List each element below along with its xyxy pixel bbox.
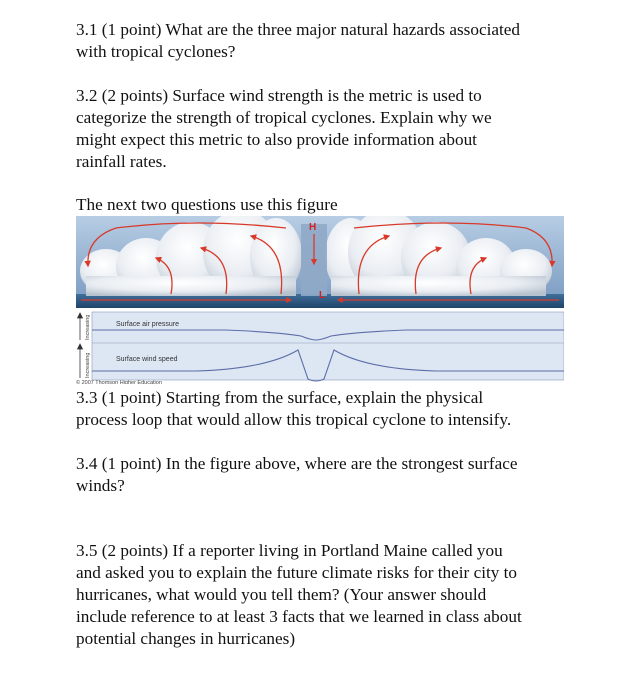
question-line: and asked you to explain the future climate risks for their city to [76,563,518,582]
high-pressure-marker: H [309,222,317,233]
question-3-1 [76,19,576,63]
axis-increasing-pressure: Increasing [85,314,91,340]
question-line: might expect this metric to also provide information about [76,130,477,149]
question-line: 3.5 (2 points) If a reporter living in Portland Maine called you [76,541,503,560]
wind-label: Surface wind speed [116,356,178,363]
question-line: hurricanes, what would you tell them? (Your answer should [76,585,487,604]
low-pressure-marker: L [319,290,326,301]
question-line: winds? [76,476,125,495]
question-line: 3.1 (1 point) What are the three major natural hazards associated [76,20,520,39]
question-line: categorize the strength of tropical cyclones. Explain why we [76,108,492,127]
question-line: rainfall rates. [76,152,167,171]
figure-caption [76,194,576,216]
question-3-5 [76,540,576,650]
question-line: 3.2 (2 points) Surface wind strength is the metric is used to [76,86,482,105]
question-line: include reference to at least 3 facts that we learned in class about [76,607,522,626]
pressure-label: Surface air pressure [116,321,180,328]
figure-copyright: © 2007 Thomson Higher Education [76,380,162,384]
question-line: with tropical cyclones? [76,42,236,61]
question-line: 3.4 (1 point) In the figure above, where are the strongest surface [76,454,518,473]
question-3-4 [76,453,576,497]
axis-arrows [78,313,83,378]
tropical-cyclone-figure [76,216,564,384]
question-line: potential changes in hurricanes) [76,629,296,648]
question-line: 3.3 (1 point) Starting from the surface, explain the physical [76,388,484,407]
axis-increasing-wind: Increasing [85,352,91,378]
figure-caption-text: The next two questions use this figure [76,195,338,214]
question-3-3 [76,387,576,431]
question-3-2 [76,85,576,173]
question-line: process loop that would allow this tropical cyclone to intensify. [76,410,512,429]
